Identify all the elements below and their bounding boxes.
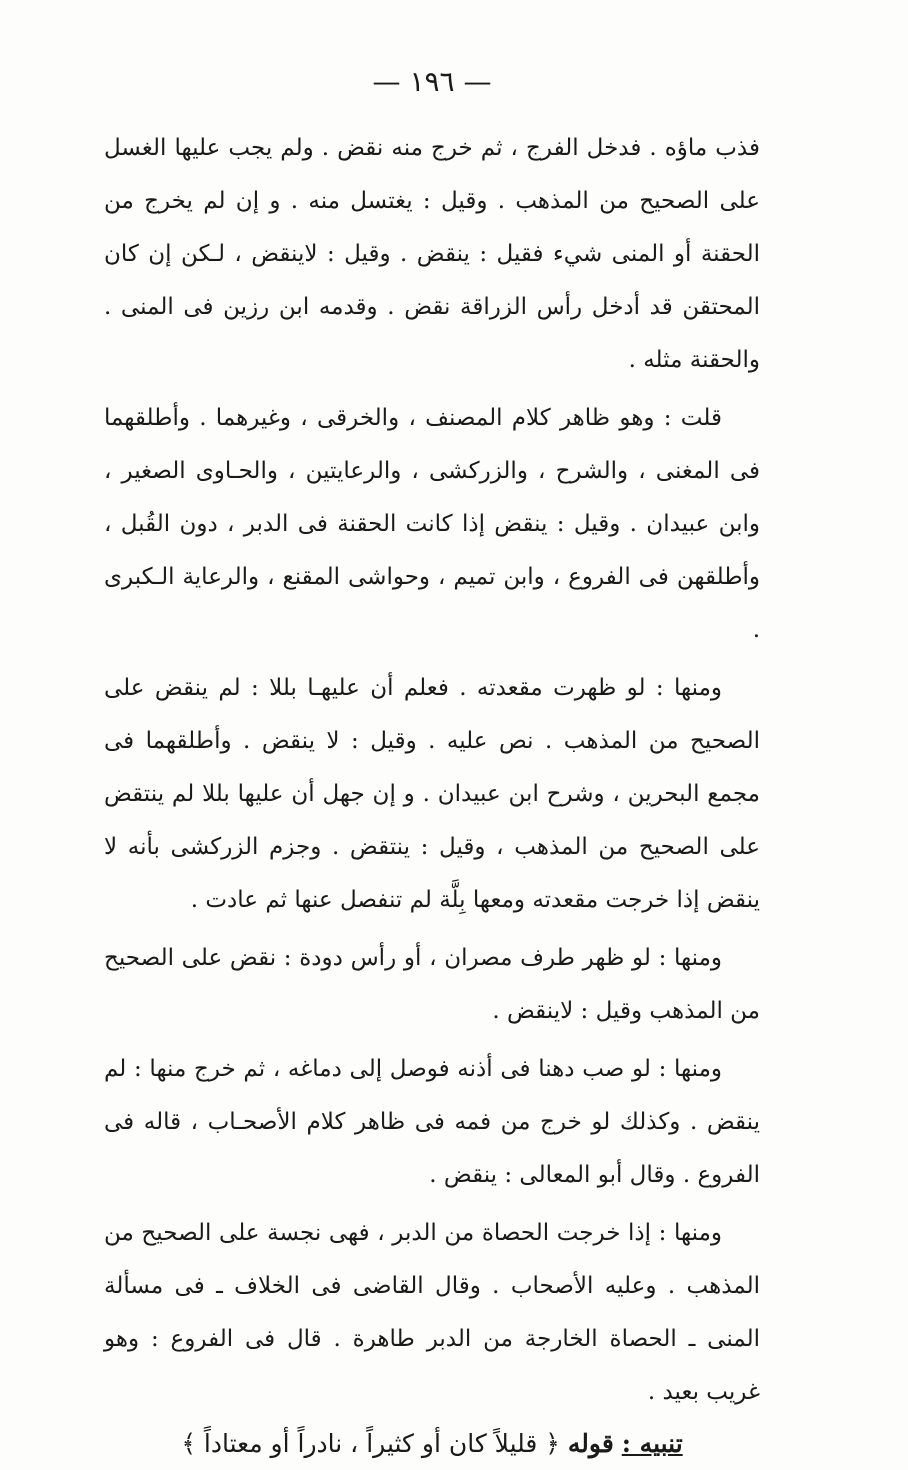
paragraph-duhn: ومنها : لو صب دهنا فى أذنه فوصل إلى دماغه ، ثم خرج منها : لم ينقض . وكذلك لو خرج من فمه فى ظاهر كلام الأصحـاب ، قاله فى الفروع . وقال أبو المعالى : ينقض . (104, 1056, 760, 1188)
paragraph-hasat: ومنها : إذا خرجت الحصاة من الدبر ، فهى نجسة على الصحيح من المذهب . وعليه الأصحاب . وقال القاضى فى الخلاف ـ فى مسألة المنى ـ الحصاة الخارجة من الدبر طاهرة . قال فى الفروع : وهو غريب بعيد . (104, 1220, 760, 1405)
note-line (104, 1418, 760, 1470)
note-quote: ﴿ قليلاً كان أو كثيراً ، نادراً أو معتاداً ﴾ (181, 1429, 560, 1458)
paragraph-continuation: فذب ماؤه . فدخل الفرج ، ثم خرج منه نقض . ولم يجب عليها الغسل على الصحيح من المذهب . وقيل : يغتسل منه . و إن لم يخرج من الحقنة أو المنى شيء فقيل : ينقض . وقيل : لاينقض ، لـكن إن كان المحتقن قد أدخل رأس الزراقة نقض . وقدمه ابن رزين فى المنى . والحقنة مثله . (104, 135, 760, 373)
page-number: — ١٩٦ — (372, 65, 492, 98)
paragraph-muqaada: ومنها : لو ظهرت مقعدته . فعلم أن عليهـا بللا : لم ينقض على الصحيح من المذهب . نص عليه . وقيل : لا ينقض . وأطلقهما فى مجمع البحرين ، وشرح ابن عبيدان . و إن جهل أن عليها بللا لم ينتقض على الصحيح من المذهب ، وقيل : ينتقض . وجزم الزركشى بأنه لا ينقض إذا خرجت مقعدته ومعها بِلَّة لم تنفصل عنها ثم عادت . (104, 675, 760, 913)
paragraph-qult: قلت : وهو ظاهر كلام المصنف ، والخرقى ، وغيرهما . وأطلقهما فى المغنى ، والشرح ، والزركشى ، والرعايتين ، والحـاوى الصغير ، وابن عبيدان . وقيل : ينقض إذا كانت الحقنة فى الدبر ، دون القُبل ، وأطلقهن فى الفروع ، وابن تميم ، وحواشى المقنع ، والرعاية الـكبرى . (104, 405, 760, 643)
paragraph-musran: ومنها : لو ظهر طرف مصران ، أو رأس دودة : نقض على الصحيح من المذهب وقيل : لاينقض . (104, 945, 760, 1024)
body-text (104, 122, 760, 1470)
note-word: قوله (567, 1429, 614, 1458)
note-label: تنبيه : (621, 1429, 683, 1458)
